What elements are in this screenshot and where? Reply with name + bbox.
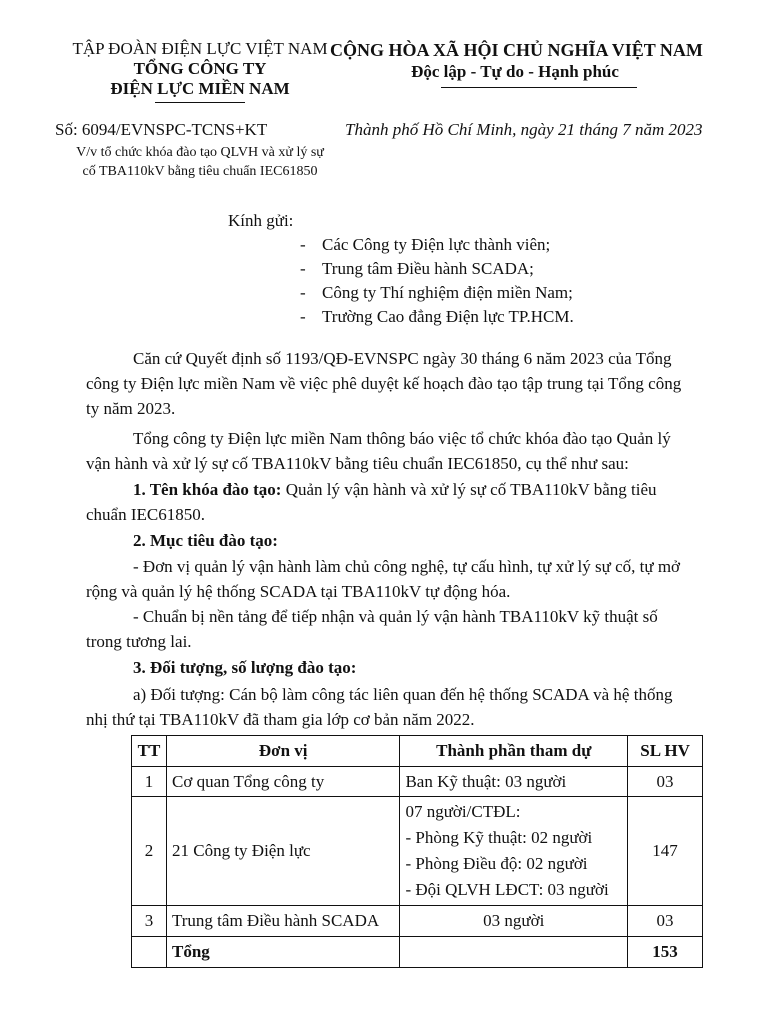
left-header-rule xyxy=(155,102,245,103)
table-row xyxy=(132,797,703,906)
header-unit: Đơn vị xyxy=(166,736,399,767)
section-2-bullet2-line2: trong tương lai. xyxy=(86,632,192,651)
cell-unit: 21 Công ty Điện lực xyxy=(166,797,399,906)
header-tt: TT xyxy=(132,736,167,767)
paragraph-basis-line1: Căn cứ Quyết định số 1193/QĐ-EVNSPC ngày 30 tháng 6 năm 2023 của Tổng xyxy=(133,349,672,368)
participants-table xyxy=(131,735,703,968)
right-header-rule xyxy=(441,87,637,88)
doc-number: Số: 6094/EVNSPC-TCNS+KT xyxy=(55,120,268,139)
nation-title: CỘNG HÒA XÃ HỘI CHỦ NGHĨA VIỆT NAM xyxy=(330,40,703,60)
cell-members: 07 người/CTĐL: - Phòng Kỹ thuật: 02 người - Phòng Điều độ: 02 người - Đội QLVH LĐCT: 03 người xyxy=(400,797,628,906)
org-line-3: ĐIỆN LỰC MIỀN NAM xyxy=(110,79,290,98)
cell-members: 03 người xyxy=(400,906,628,937)
section-2-title: 2. Mục tiêu đào tạo: xyxy=(133,531,278,550)
total-count: 153 xyxy=(628,937,703,968)
paragraph-basis-line3: ty năm 2023. xyxy=(86,399,176,418)
org-line-2: TỔNG CÔNG TY xyxy=(133,59,267,78)
table-header-row xyxy=(132,736,703,767)
paragraph-announce-line1: Tổng công ty Điện lực miền Nam thông báo việc tổ chức khóa đào tạo Quản lý xyxy=(133,429,671,448)
cell-unit: Cơ quan Tổng công ty xyxy=(166,767,399,797)
header-count: SL HV xyxy=(628,736,703,767)
section-2-bullet1-line2: rộng và quản lý hệ thống SCADA tại TBA110kV tự động hóa. xyxy=(86,582,511,601)
section-3a-line1: a) Đối tượng: Cán bộ làm công tác liên quan đến hệ thống SCADA và hệ thống xyxy=(133,685,673,704)
cell-tt: 3 xyxy=(132,906,167,937)
cell-count: 03 xyxy=(628,906,703,937)
section-3-title: 3. Đối tượng, số lượng đào tạo: xyxy=(133,658,357,677)
greeting: Kính gửi: xyxy=(228,211,294,230)
section-1: 1. Tên khóa đào tạo: Quản lý vận hành và xử lý sự cố TBA110kV bằng tiêu xyxy=(133,480,657,499)
table-row xyxy=(132,906,703,937)
recipient-item: - Trường Cao đẳng Điện lực TP.HCM. xyxy=(300,307,574,326)
section-2-bullet1-line1: - Đơn vị quản lý vận hành làm chủ công nghệ, tự cấu hình, tự xử lý sự cố, tự mở xyxy=(133,557,681,576)
cell-tt: 2 xyxy=(132,797,167,906)
table-total-row xyxy=(132,937,703,968)
recipient-item: - Công ty Thí nghiệm điện miền Nam; xyxy=(300,283,573,302)
section-3a-line2: nhị thứ tại TBA110kV đã tham gia lớp cơ bản năm 2022. xyxy=(86,710,475,729)
table-row xyxy=(132,767,703,797)
org-line-1: TẬP ĐOÀN ĐIỆN LỰC VIỆT NAM xyxy=(72,39,328,58)
cell-unit: Trung tâm Điều hành SCADA xyxy=(166,906,399,937)
recipient-item: - Các Công ty Điện lực thành viên; xyxy=(300,235,551,254)
total-label: Tổng xyxy=(166,937,399,968)
section-1-title: 1. Tên khóa đào tạo: xyxy=(133,480,282,499)
paragraph-basis-line2: công ty Điện lực miền Nam về việc phê duyệt kế hoạch đào tạo tập trung tại Tổng công xyxy=(86,374,682,393)
cell-count: 147 xyxy=(628,797,703,906)
cell-members: Ban Kỹ thuật: 03 người xyxy=(400,767,628,797)
section-2-bullet2-line1: - Chuẩn bị nền tảng để tiếp nhận và quản lý vận hành TBA110kV kỹ thuật số xyxy=(133,607,658,626)
cell-tt: 1 xyxy=(132,767,167,797)
subject-line-2: cố TBA110kV bằng tiêu chuẩn IEC61850 xyxy=(82,164,318,179)
paragraph-announce-line2: vận hành và xử lý sự cố TBA110kV bằng tiêu chuẩn IEC61850, cụ thể như sau: xyxy=(86,454,629,473)
cell-count: 03 xyxy=(628,767,703,797)
place-date: Thành phố Hồ Chí Minh, ngày 21 tháng 7 năm 2023 xyxy=(345,120,703,139)
header-members: Thành phần tham dự xyxy=(400,736,628,767)
section-1-line2: chuẩn IEC61850. xyxy=(86,505,205,524)
subject-line-1: V/v tổ chức khóa đào tạo QLVH và xử lý sự xyxy=(76,145,324,160)
motto: Độc lập - Tự do - Hạnh phúc xyxy=(411,62,619,81)
recipient-item: - Trung tâm Điều hành SCADA; xyxy=(300,259,534,278)
